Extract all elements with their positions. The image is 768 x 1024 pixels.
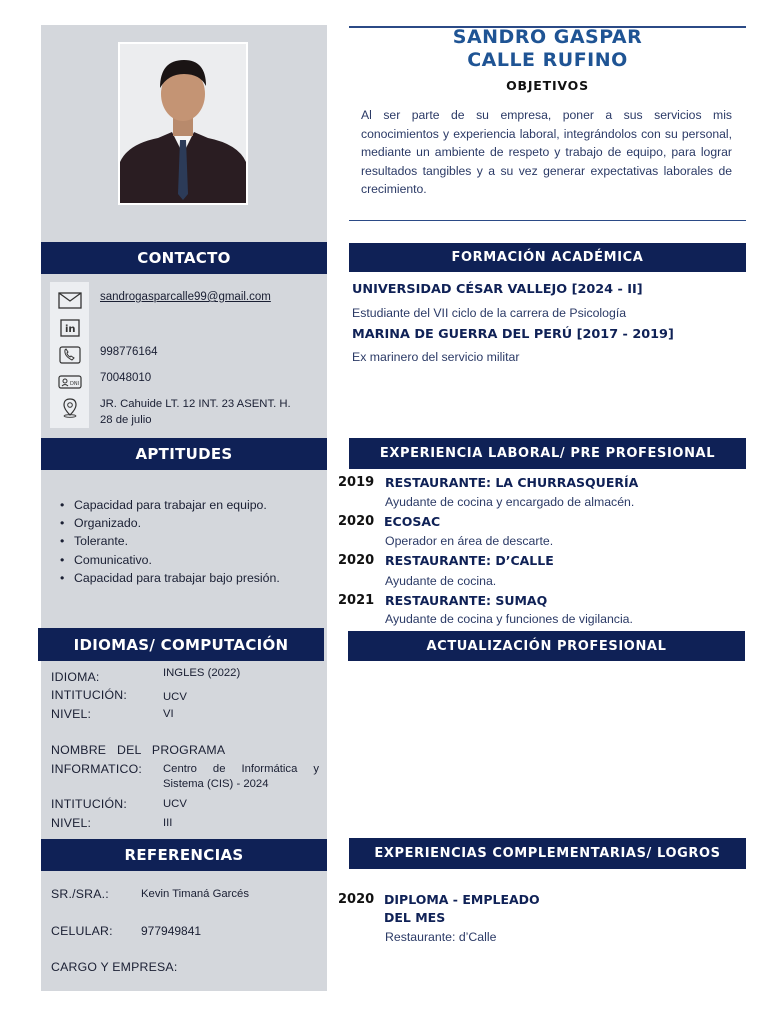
references-header: REFERENCIAS: [41, 839, 327, 871]
name-line-2: CALLE RUFINO: [467, 49, 628, 71]
level2-label: NIVEL:: [51, 816, 92, 830]
contact-icon-strip: [50, 282, 89, 428]
profile-photo: [118, 42, 248, 205]
job-title: ECOSAC: [384, 514, 441, 529]
svg-text:in: in: [64, 324, 76, 335]
list-item: • Tolerante.: [58, 532, 280, 550]
job-detail: Ayudante de cocina y funciones de vigilancia.: [385, 612, 633, 626]
job-title: RESTAURANTE: SUMAQ: [385, 593, 548, 608]
skills-list: [58, 496, 280, 587]
objectives-divider: [349, 220, 746, 221]
level2-value: III: [163, 817, 173, 829]
name-line-1: SANDRO GASPAR: [452, 26, 643, 48]
job-detail: Ayudante de cocina.: [385, 574, 497, 588]
reference-phone-value: 977949841: [141, 924, 202, 938]
achievements-header: EXPERIENCIAS COMPLEMENTARIAS/ LOGROS: [349, 838, 746, 869]
education-heading-1: UNIVERSIDAD CÉSAR VALLEJO [2024 - II]: [352, 282, 643, 297]
level-label: NIVEL:: [51, 707, 92, 721]
location-pin-icon: [57, 398, 82, 418]
education-detail-2: Ex marinero del servicio militar: [352, 350, 520, 364]
achievement-detail: Restaurante: d’Calle: [385, 930, 497, 944]
job-detail: Ayudante de cocina y encargado de almacén.: [385, 495, 635, 509]
contact-header: CONTACTO: [41, 242, 327, 274]
list-item: • Organizado.: [58, 514, 280, 532]
phone-icon: [57, 345, 82, 365]
dni-number: 70048010: [100, 372, 152, 384]
institution-label: INTITUCIÓN:: [51, 688, 127, 702]
institution2-label: INTITUCIÓN:: [51, 797, 127, 811]
achievement-title-line-2: DEL MES: [384, 910, 446, 925]
program-label-line2: INFORMATICO:: [51, 762, 142, 776]
mail-icon: [57, 290, 82, 310]
job-year: 2020: [338, 553, 375, 568]
list-item: • Capacidad para trabajar bajo presión.: [58, 569, 280, 587]
id-card-icon: [57, 372, 82, 392]
skills-header: APTITUDES: [41, 438, 327, 470]
email-link[interactable]: sandrogasparcalle99@gmail.com: [100, 291, 271, 303]
reference-phone-label: CELULAR:: [51, 924, 113, 938]
job-title: RESTAURANTE: D’CALLE: [385, 553, 554, 568]
person-portrait-icon: [120, 44, 246, 203]
program-value-line1: Centro de Informática y: [163, 763, 319, 775]
reference-person-label: SR./SRA.:: [51, 887, 109, 901]
education-header: FORMACIÓN ACADÉMICA: [349, 243, 746, 272]
reference-person-value: Kevin Timaná Garcés: [141, 888, 249, 900]
idioma-label: IDIOMA:: [51, 670, 100, 684]
institution2-value: UCV: [163, 798, 187, 810]
list-item: • Comunicativo.: [58, 551, 280, 569]
linkedin-icon[interactable]: [57, 318, 82, 338]
level-value: VI: [163, 708, 174, 720]
address-line-2: 28 de julio: [100, 414, 152, 426]
job-detail: Operador en área de descarte.: [385, 534, 554, 548]
objectives-title: OBJETIVOS: [506, 78, 589, 93]
achievement-year: 2020: [338, 892, 375, 907]
job-year: 2021: [338, 593, 375, 608]
achievement-title-line-1: DIPLOMA - EMPLEADO: [384, 892, 540, 907]
education-detail-1: Estudiante del VII ciclo de la carrera de Psicología: [352, 306, 627, 320]
job-title: RESTAURANTE: LA CHURRASQUERÍA: [385, 475, 639, 490]
job-year: 2020: [338, 514, 375, 529]
reference-company-label: CARGO Y EMPRESA:: [51, 960, 178, 974]
program-value-line2: Sistema (CIS) - 2024: [163, 778, 269, 790]
address-line-1: JR. Cahuide LT. 12 INT. 23 ASENT. H.: [100, 398, 291, 410]
objectives-text: Al ser parte de su empresa, poner a sus servicios mis conocimientos y experiencia laboral, integrándolos con su personal, mediante un ambiente de respeto y trabajo de equipo, para lograr resultados tangibles y a su vez generar expectativas laborales de crecimiento.: [361, 108, 732, 196]
languages-header: IDIOMAS/ COMPUTACIÓN: [38, 628, 324, 661]
job-year: 2019: [338, 475, 375, 490]
list-item: • Capacidad para trabajar en equipo.: [58, 496, 280, 514]
institution-value: UCV: [163, 691, 187, 703]
full-name: [349, 26, 746, 72]
svg-text:DNI: DNI: [69, 381, 79, 387]
experience-header: EXPERIENCIA LABORAL/ PRE PROFESIONAL: [349, 438, 746, 469]
education-heading-2: MARINA DE GUERRA DEL PERÚ [2017 - 2019]: [352, 327, 674, 342]
idioma-value: INGLES (2022): [163, 667, 241, 679]
program-label-line1: NOMBRE DEL PROGRAMA: [51, 743, 226, 757]
updates-header: ACTUALIZACIÓN PROFESIONAL: [348, 631, 745, 661]
phone-number: 998776164: [100, 346, 158, 358]
